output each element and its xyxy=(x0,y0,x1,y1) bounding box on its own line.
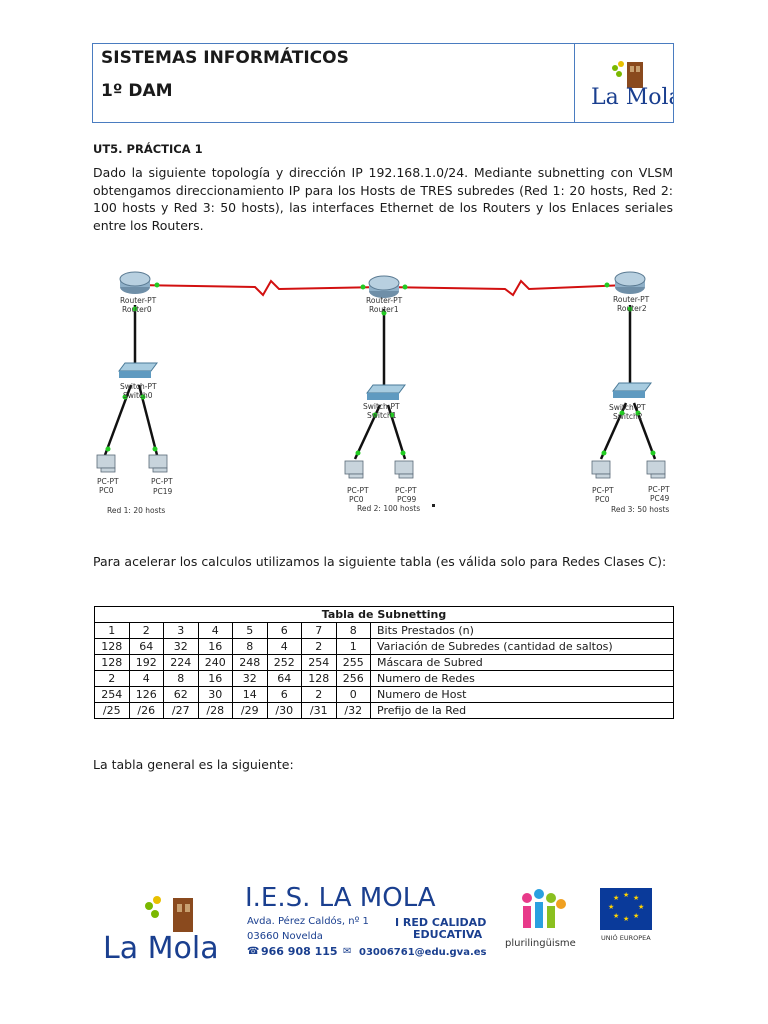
quality-label-1: I RED CALIDAD xyxy=(395,916,487,929)
svg-text:PC-PT: PC-PT xyxy=(395,486,417,495)
subject-title: SISTEMAS INFORMÁTICOS xyxy=(101,48,349,68)
svg-text:PC-PT: PC-PT xyxy=(347,486,369,495)
switch-icon xyxy=(613,383,651,398)
svg-text:PC19: PC19 xyxy=(153,487,173,496)
router-icon xyxy=(120,272,150,294)
serial-link-r1-r2 xyxy=(383,281,627,295)
svg-text:★: ★ xyxy=(633,894,640,902)
svg-text:Switch0: Switch0 xyxy=(123,391,153,400)
svg-text:★: ★ xyxy=(623,915,630,923)
svg-text:PC-PT: PC-PT xyxy=(97,477,119,486)
serial-link-r0-r1 xyxy=(135,281,383,295)
school-name: I.E.S. LA MOLA xyxy=(245,883,436,913)
switch-icon xyxy=(119,363,157,378)
svg-text:PC0: PC0 xyxy=(349,495,364,504)
logo-text: La Mola xyxy=(591,85,673,110)
svg-text:★: ★ xyxy=(623,891,630,899)
eu-flag-icon xyxy=(600,888,652,942)
svg-text:Router1: Router1 xyxy=(369,305,399,314)
pc-icon xyxy=(647,461,665,478)
svg-text:PC0: PC0 xyxy=(99,486,114,495)
network-label-2: Red 2: 100 hosts xyxy=(357,504,421,513)
network-topology xyxy=(95,265,675,520)
svg-text:Switch-PT: Switch-PT xyxy=(120,382,157,391)
table-row: 128 192 224 240 248 252 254 255 Máscara de Subred xyxy=(95,655,674,671)
table-row: 1 2 3 4 5 6 7 8 Bits Prestados (n) xyxy=(95,623,674,639)
network-label-3: Red 3: 50 hosts xyxy=(611,505,670,514)
svg-text:★: ★ xyxy=(613,894,620,902)
svg-text:PC-PT: PC-PT xyxy=(592,486,614,495)
svg-text:PC0: PC0 xyxy=(595,495,610,504)
school-logo xyxy=(574,44,673,122)
switch-icon xyxy=(367,385,405,400)
svg-text:Router0: Router0 xyxy=(122,305,152,314)
router-icon xyxy=(369,276,399,298)
svg-text:Switch-PT: Switch-PT xyxy=(363,402,400,411)
svg-text:PC-PT: PC-PT xyxy=(151,477,173,486)
intro-paragraph: Dado la siguiente topología y dirección IP 192.168.1.0/24. Mediante subnetting con VLSM obtengamos direccionamiento IP para los Hosts de TRES subredes (Red 1: 20 hosts, Red 2: 100 hosts y Red 3: 50 hosts), las interfaces Ethernet de los Routers y los Enlaces seriales entre los Routers. xyxy=(93,165,673,233)
svg-text:Router-PT: Router-PT xyxy=(366,296,403,305)
school-logo xyxy=(103,896,219,965)
phone-icon: ☎ xyxy=(247,946,260,957)
table-row: /25 /26 /27 /28 /29 /30 /31 /32 Prefijo de la Red xyxy=(95,703,674,719)
table-row: 2 4 8 16 32 64 128 256 Numero de Redes xyxy=(95,671,674,687)
svg-text:Switch1: Switch1 xyxy=(367,411,397,420)
pc-icon xyxy=(97,455,115,472)
plurilingual-label: plurilingüisme xyxy=(505,938,576,949)
email-icon: ✉ xyxy=(343,946,352,957)
table-row: 254 126 62 30 14 6 2 0 Numero de Host xyxy=(95,687,674,703)
address-line-1: Avda. Pérez Caldós, nº 1 xyxy=(247,916,369,927)
pc-icon xyxy=(395,461,413,478)
pc-icon xyxy=(345,461,363,478)
svg-text:Switch2: Switch2 xyxy=(613,412,643,421)
section-title: UT5. PRÁCTICA 1 xyxy=(93,142,203,156)
svg-text:★: ★ xyxy=(608,903,615,911)
svg-text:Switch-PT: Switch-PT xyxy=(609,403,646,412)
document-header xyxy=(92,43,674,123)
phone-number: 966 908 115 xyxy=(261,945,338,958)
general-table-intro: La tabla general es la siguiente: xyxy=(93,757,294,772)
svg-text:★: ★ xyxy=(633,912,640,920)
svg-text:★: ★ xyxy=(638,903,645,911)
table-row: 128 64 32 16 8 4 2 1 Variación de Subredes (cantidad de saltos) xyxy=(95,639,674,655)
svg-text:★: ★ xyxy=(613,912,620,920)
svg-text:Router2: Router2 xyxy=(617,304,647,313)
address-line-2: 03660 Novelda xyxy=(247,931,323,942)
svg-text:PC-PT: PC-PT xyxy=(648,485,670,494)
email-address: 03006761@edu.gva.es xyxy=(359,947,487,958)
svg-text:PC99: PC99 xyxy=(397,495,417,504)
pc-icon xyxy=(149,455,167,472)
svg-text:Router-PT: Router-PT xyxy=(613,295,650,304)
subnetting-table xyxy=(94,606,674,719)
course-title: 1º DAM xyxy=(101,81,173,101)
svg-text:PC49: PC49 xyxy=(650,494,670,503)
quality-label-2: EDUCATIVA xyxy=(413,928,483,941)
svg-text:Router-PT: Router-PT xyxy=(120,296,157,305)
footer-logo-text: La Mola xyxy=(103,931,219,965)
pc-icon xyxy=(592,461,610,478)
table-intro: Para acelerar los calculos utilizamos la siguiente tabla (es válida solo para Redes Clases C): xyxy=(93,554,667,569)
router-icon xyxy=(615,272,645,294)
plurilingual-logo xyxy=(505,889,576,949)
table-caption: Tabla de Subnetting xyxy=(95,607,674,623)
network-label-1: Red 1: 20 hosts xyxy=(107,506,166,515)
eu-label: UNIÓ EUROPEA xyxy=(601,934,651,942)
footer-banner xyxy=(95,880,665,965)
